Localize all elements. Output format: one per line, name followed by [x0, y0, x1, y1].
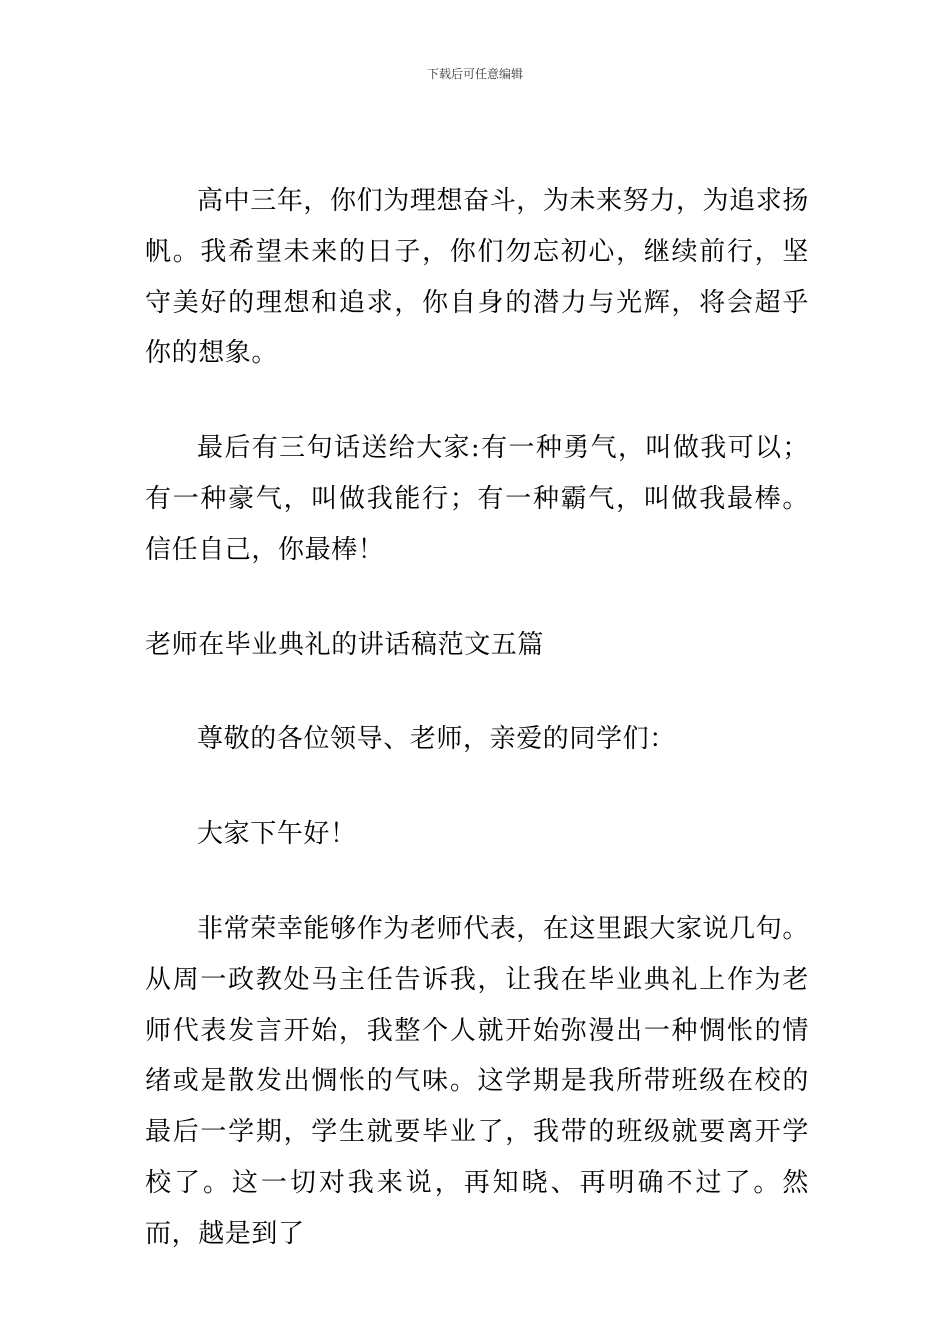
paragraph-closing-wishes: 高中三年，你们为理想奋斗，为未来努力，为追求扬帆。我希望未来的日子，你们勿忘初心，继续前行，坚守美好的理想和追求，你自身的潜力与光辉，将会超乎你的想象。 — [145, 186, 809, 369]
paragraph-three-sayings: 最后有三句话送给大家:有一种勇气，叫做我可以；有一种豪气，叫做我能行；有一种霸气，叫做我最棒。信任自己，你最棒！ — [145, 433, 809, 565]
section-title: 老师在毕业典礼的讲话稿范文五篇 — [145, 629, 545, 660]
document-body — [145, 176, 809, 1260]
page-header-note: 下载后可任意编辑 — [426, 67, 523, 81]
paragraph-salutation: 尊敬的各位领导、老师，亲爱的同学们： — [197, 724, 676, 755]
paragraph-greeting: 大家下午好！ — [197, 819, 357, 850]
paragraph-speech-opening: 非常荣幸能够作为老师代表，在这里跟大家说几句。从周一政教处马主任告诉我，让我在毕业典礼上作为老师代表发言开始，我整个人就开始弥漫出一种惆怅的情绪或是散发出惆怅的气味。这学期是我所带班级在校的最后一学期，学生就要毕业了，我带的班级就要离开学校了。这一切对我来说，再知晓、再明确不过了。然而，越是到了 — [145, 913, 809, 1249]
